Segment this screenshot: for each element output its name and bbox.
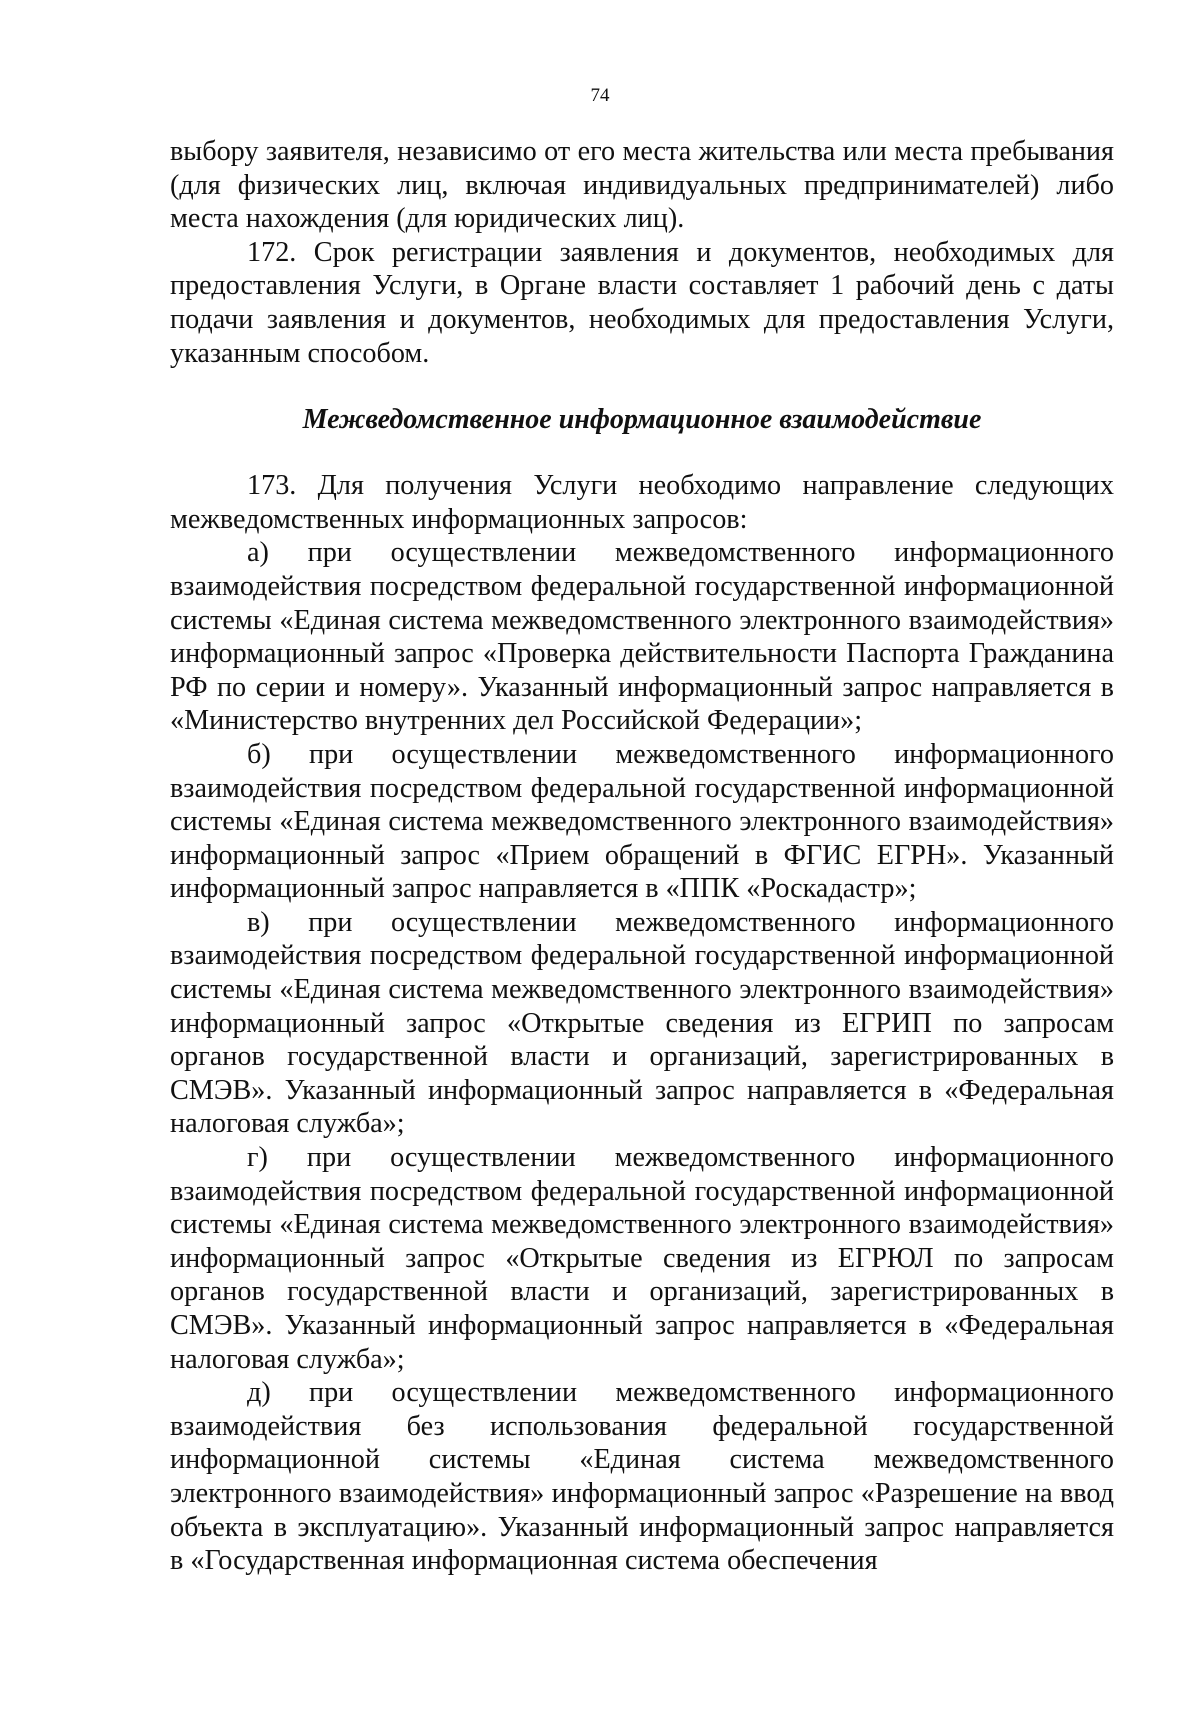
list-item-b: б) при осуществлении межведомственного информационного взаимодействия посредством федеральной государственной информационной системы «Единая система межведомственного электронного взаимодействия» информационный запрос «Прием обращений в ФГИС ЕГРН». Указанный информационный запрос направляется в «ППК «Роскадастр»; <box>170 738 1114 905</box>
list-item-a: а) при осуществлении межведомственного информационного взаимодействия посредством федеральной государственной информационной системы «Единая система межведомственного электронного взаимодействия» информационный запрос «Проверка действительности Паспорта Гражданина РФ по серии и номеру». Указанный информационный запрос направляется в «Министерство внутренних дел Российской Федерации»; <box>170 537 1114 737</box>
paragraph-172: 172. Срок регистрации заявления и документов, необходимых для предоставления Услуги, в Органе власти составляет 1 рабочий день с даты подачи заявления и документов, необходимых для предоставления Услуги, указанным способом. <box>170 236 1114 369</box>
paragraph-173: 173. Для получения Услуги необходимо направление следующих межведомственных информационных запросов: <box>170 470 1114 535</box>
list-item-d: д) при осуществлении межведомственного информационного взаимодействия без использования федеральной государственной информационной системы «Единая система межведомственного электронного взаимодействия» информационный запрос «Разрешение на ввод объекта в эксплуатацию». Указанный информационный запрос направляется в «Государственная информационная система обеспечения <box>170 1377 1114 1577</box>
section-heading: Межведомственное информационное взаимодействие <box>302 404 982 436</box>
document-body <box>170 135 1114 1578</box>
list-item-v: в) при осуществлении межведомственного информационного взаимодействия посредством федеральной государственной информационной системы «Единая система межведомственного электронного взаимодействия» информационный запрос «Открытые сведения из ЕГРИП по запросам органов государственной власти и организаций, зарегистрированных в СМЭВ». Указанный информационный запрос направляется в «Федеральная налоговая служба»; <box>170 906 1114 1140</box>
list-item-g: г) при осуществлении межведомственного информационного взаимодействия посредством федеральной государственной информационной системы «Единая система межведомственного электронного взаимодействия» информационный запрос «Открытые сведения из ЕГРЮЛ по запросам органов государственной власти и организаций, зарегистрированных в СМЭВ». Указанный информационный запрос направляется в «Федеральная налоговая служба»; <box>170 1142 1114 1375</box>
page-number: 74 <box>590 85 610 106</box>
paragraph-continuation: выбору заявителя, независимо от его места жительства или места пребывания (для физических лиц, включая индивидуальных предпринимателей) либо места нахождения (для юридических лиц). <box>170 136 1114 235</box>
